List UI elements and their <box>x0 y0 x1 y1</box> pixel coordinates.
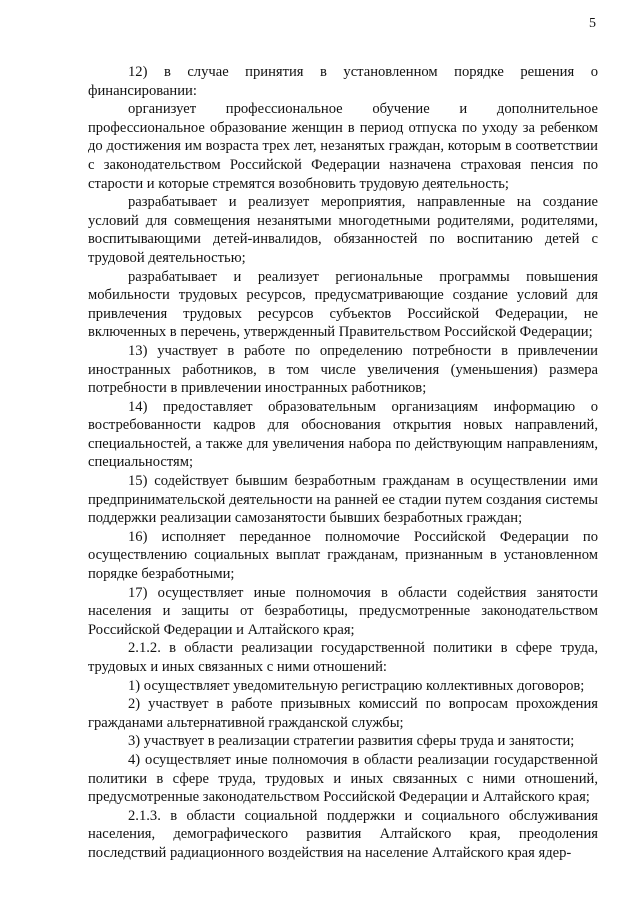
paragraph-section-2-1-3: 2.1.3. в области социальной поддержки и социального обслуживания населения, демографического развития Алтайского края, преодоления последствий радиационного воздействия на население Алтайского края ядер- <box>88 807 598 861</box>
paragraph-item-15: 15) содействует бывшим безработным гражданам в осуществлении ими предпринимательской деятельности на ранней ее стадии путем создания системы поддержки реализации самозанятости бывших безработных граждан; <box>88 473 598 527</box>
page-number: 5 <box>589 16 596 31</box>
paragraph-item-16: 16) исполняет переданное полномочие Российской Федерации по осуществлению социальных выплат гражданам, признанным в установленном порядке безработными; <box>88 528 598 583</box>
paragraph-large-families: разрабатывает и реализует мероприятия, направленные на создание условий для совмещения незанятыми многодетными родителями, родителями, воспитывающими детей-инвалидов, обязанностей по воспитанию детей с трудовой деятельностью; <box>88 194 598 266</box>
paragraph-section-2-1-2: 2.1.2. в области реализации государственной политики в сфере труда, трудовых и иных связанных с ними отношений: <box>88 640 598 675</box>
paragraph-item-12: 12) в случае принятия в установленном порядке решения о финансировании: <box>88 64 598 99</box>
paragraph-professional-training: организует профессиональное обучение и дополнительное профессиональное образование женщин в период отпуска по уходу за ребенком до достижения им возраста трех лет, незанятых граждан, которым в соответствии с законодательством Российской Федерации назначена страховая пенсия по старости и которые стремятся возобновить трудовую деятельность; <box>88 101 598 192</box>
paragraph-item-13: 13) участвует в работе по определению потребности в привлечении иностранных работников, в том числе увеличения (уменьшения) размера потребности в привлечении иностранных работников; <box>88 342 598 397</box>
paragraph-sub-4: 4) осуществляет иные полномочия в области реализации государственной политики в сфере труда, трудовых и иных связанных с ними отношений, предусмотренные законодательством Российской Федерации и Алтайского края; <box>88 751 598 806</box>
paragraph-sub-1: 1) осуществляет уведомительную регистрацию коллективных договоров; <box>128 677 585 694</box>
document-body <box>88 63 598 863</box>
paragraph-labor-mobility: разрабатывает и реализует региональные программы повышения мобильности трудовых ресурсов, предусматривающие создание условий для привлечения трудовых ресурсов субъектов Российской Федерации, не включенных в перечень, утвержденный Правительством Российской Федерации; <box>88 268 598 341</box>
paragraph-sub-2: 2) участвует в работе призывных комиссий по вопросам прохождения гражданами альтернативной гражданской службы; <box>88 696 598 731</box>
paragraph-item-14: 14) предоставляет образовательным организациям информацию о востребованности кадров для обоснования открытия новых направлений, специальностей, а также для увеличения набора по действующим направлениям, специальностям; <box>88 398 598 471</box>
paragraph-item-17: 17) осуществляет иные полномочия в области содействия занятости населения и защиты от безработицы, предусмотренные законодательством Российской Федерации и Алтайского края; <box>88 584 598 638</box>
paragraph-sub-3: 3) участвует в реализации стратегии развития сферы труда и занятости; <box>128 733 575 750</box>
